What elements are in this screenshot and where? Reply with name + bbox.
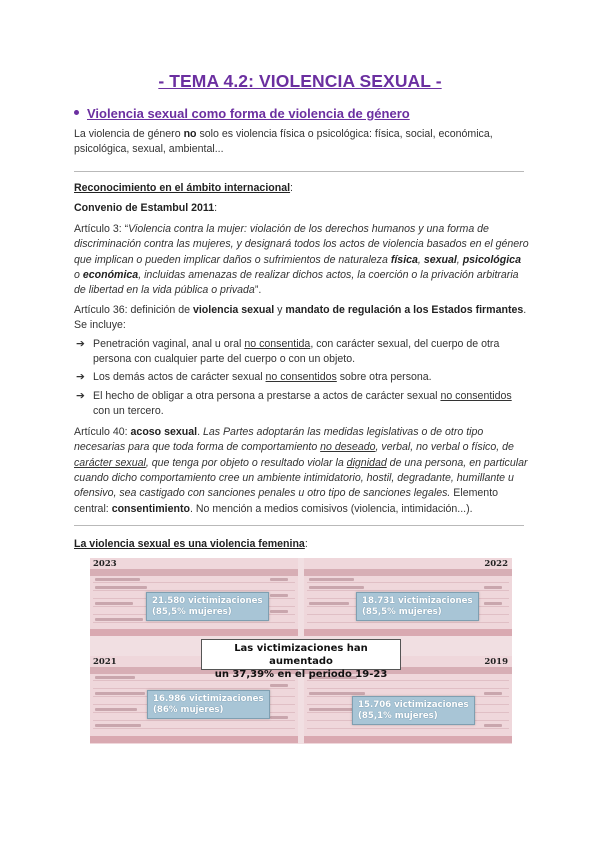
year-label-2019: 2019 [484, 657, 508, 667]
arrow-icon: ➔ [76, 389, 85, 402]
year-label-2021: 2021 [93, 657, 117, 667]
article-40: Artículo 40: acoso sexual. Las Partes adoptarán las medidas legislativas o de otro tipo necesarias para que toda forma de comportamiento no deseado, verbal, no verbal o físico, de carácter sexual, que tenga por objeto o resultado violar la dignidad de una persona, en particular cuando dicho comportamiento cree un ambiente intimidatorio, hostil, degradante, humillante u ofensivo, sea castigado con sanciones penales u otro tipo de sanciones legales. Elemento central: consentimiento. No mención a medios comisivos (violencia, intimidación...). [74, 425, 528, 515]
divider [74, 171, 524, 172]
section-heading-violencia-genero: Violencia sexual como forma de violencia de género [74, 106, 410, 121]
year-label-2022: 2022 [484, 559, 508, 569]
callout-2022: 18.731 victimizaciones (85,5% mujeres) [356, 592, 479, 621]
article-36: Artículo 36: definición de violencia sexual y mandato de regulación a los Estados firmantes. Se incluye: [74, 303, 527, 332]
female-violence-heading: La violencia sexual es una violencia femenina: [74, 538, 308, 550]
arrow-icon: ➔ [76, 337, 85, 350]
article-36-list [74, 337, 529, 420]
increase-summary-box: Las victimizaciones han aumentado un 37,39% en el periodo 19-23 [201, 639, 401, 670]
article-3: Artículo 3: “Violencia contra la mujer: violación de los derechos humanos y una forma de discriminación contra las mujeres, y designará todos los actos de violencia basados en el género que implican o pueden implicar daños o sufrimientos de naturaleza física, sexual, psicológica o económica, incluidas amenazas de realizar dichos actos, la coerción o la privación arbitraria de libertad en la vida pública o privada”. [74, 222, 529, 297]
page-title: - TEMA 4.2: VIOLENCIA SEXUAL - [158, 71, 442, 91]
callout-2023: 21.580 victimizaciones (85,5% mujeres) [146, 592, 269, 621]
callout-2021: 16.986 victimizaciones (86% mujeres) [147, 690, 270, 719]
international-section [74, 181, 529, 517]
list-item: ➔ Los demás actos de carácter sexual no consentidos sobre otra persona. [74, 370, 529, 385]
arrow-icon: ➔ [76, 371, 85, 384]
intro-paragraph: La violencia de género no solo es violencia física o psicológica: física, social, económica, psicológica, sexual, ambiental... [74, 128, 493, 156]
convenio-heading: Convenio de Estambul 2011: [74, 202, 218, 215]
statistics-collage-image [90, 558, 512, 744]
year-label-2023: 2023 [93, 559, 117, 569]
callout-2019: 15.706 victimizaciones (85,1% mujeres) [352, 696, 475, 725]
divider [74, 525, 524, 526]
bullet-icon [74, 110, 79, 115]
international-heading: Reconocimiento en el ámbito internacional: [74, 182, 293, 194]
list-item: ➔ Penetración vaginal, anal u oral no consentida, con carácter sexual, del cuerpo de otra persona con cualquier parte del cuerpo o con un objeto. [76, 337, 500, 366]
list-item: ➔ El hecho de obligar a otra persona a prestarse a actos de carácter sexual no consentidos con un tercero. [76, 389, 512, 418]
